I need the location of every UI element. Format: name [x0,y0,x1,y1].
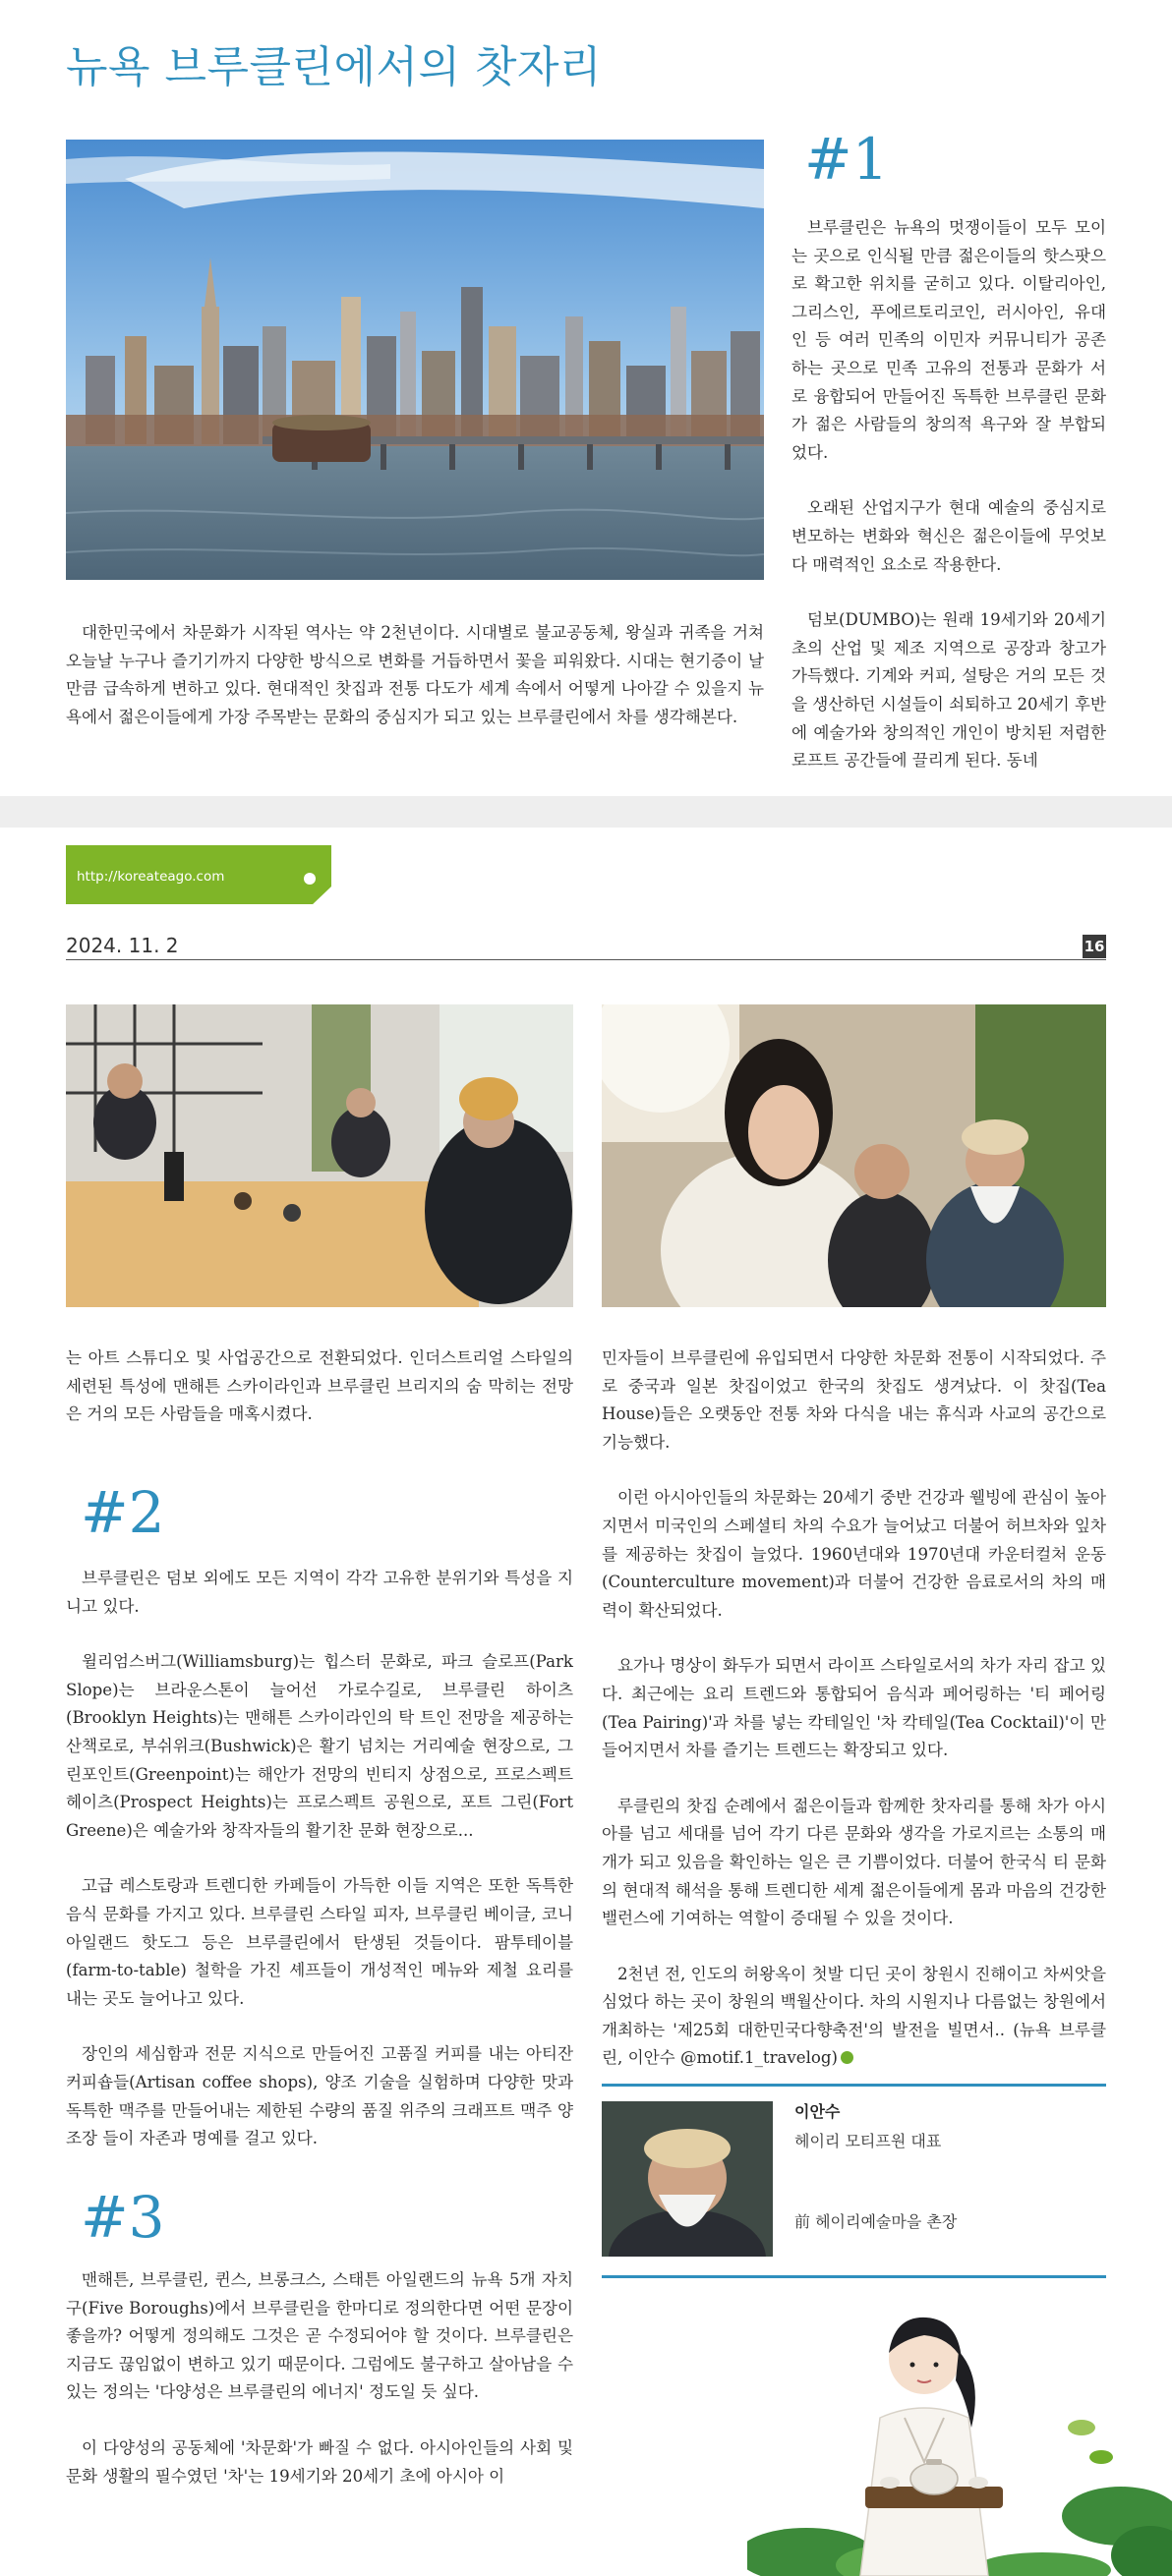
group-selfie-photo [602,1004,1106,1307]
section-2-number: #2 [81,1479,165,1546]
issue-date: 2024. 11. 2 [66,934,179,957]
tea-house-photo [66,1004,573,1307]
author-photo [602,2101,773,2257]
section-2-text [66,1565,573,2153]
article-title: 뉴욕 브루클린에서의 찻자리 [66,42,603,92]
paragraph: 오래된 산업지구가 현대 예술의 중심지로 변모하는 변화와 혁신은 젊은이들에 무엇보다 매력적인 요소로 작용한다. [791,498,1106,574]
paragraph: 민자들이 브루클린에 유입되면서 다양한 차문화 전통이 시작되었다. 주로 중국과 일본 찻집이었고 한국의 찻집도 생겨났다. 이 찻집(Tea House)들은 오랫동안 전통 차와 다식을 내는 휴식과 사교의 공간으로 기능했다. [602,1348,1106,1452]
author-name: 이안수 [794,2102,841,2121]
author-role: 헤이리 모티프원 대표 [794,2132,942,2150]
paragraph: 장인의 세심함과 전문 지식으로 만들어진 고품질 커피를 내는 아티잔 커피숍들(Artisan coffee shops), 양조 기술을 실험하며 다양한 맛과 독특한 맥주를 만들어내는 제한된 수량의 품질 위주의 크래프트 맥주 양조장 들이 자존과 명예를 걸고 있다. [66,2044,573,2148]
paragraph: 덤보(DUMBO)는 원래 19세기와 20세기 초의 산업 및 제조 지역으로 공장과 창고가 가득했다. 기계와 커피, 설탕은 거의 모든 것을 생산하던 시설들이 쇠퇴하고 20세기 후반에 예술가와 창의적인 개인이 방치된 저렴한 로프트 공간들에 끌리게 된다. 동네 [791,610,1106,771]
header-rule [66,959,1106,960]
right-column-text [602,1345,1106,2073]
section-3-text [66,2266,573,2490]
paragraph: 브루클린은 덤보 외에도 모든 지역이 각각 고유한 분위기와 특성을 지니고 있다. [66,1569,573,1616]
intro-text: 대한민국에서 차문화가 시작된 역사는 약 2천년이다. 시대별로 불교공동체, 왕실과 귀족을 거쳐 오늘날 누구나 즐기기까지 다양한 방식으로 변화를 거듭하면서 꽃을 피워왔다. 시대는 현기증이 날 만큼 급속하게 변하고 있다. 현대적인 찻집과 전통 다도가 세계 속에서 어떻게 나아갈 수 있을지 뉴욕에서 젊은이들에게 가장 주목받는 문화의 중심지가 되고 있는 브루클린에서 차를 생각해본다. [66,623,764,726]
paragraph: 고급 레스토랑과 트렌디한 카페들이 가득한 이들 지역은 또한 독특한 음식 문화를 가지고 있다. 브루클린 스타일 피자, 브루클린 베이글, 코니아일랜드 핫도그 등은 브루클린에서 탄생된 것들이다. 팜투테이블(farm-to-table) 철학을 가진 셰프들이 개성적인 메뉴와 제철 요리를 내는 곳도 늘어나고 있다. [66,1876,573,2008]
section-1-text [791,214,1106,775]
paragraph: 요가나 명상이 화두가 되면서 라이프 스타일로서의 차가 자리 잡고 있다. 최근에는 요리 트렌드와 통합되어 음식과 페어링하는 '티 페어링(Tea Pairing)'과 차를 넣는 칵테일인 '차 칵테일(Tea Cocktail)'이 만들어지면서 차를 즐기는 트렌드는 확장되고 있다. [602,1656,1106,1760]
intro-paragraph [66,619,764,731]
paragraph: 이 다양성의 공동체에 '차문화'가 빠질 수 없다. 아시아인들의 사회 및 문화 생활의 필수였던 '차'는 19세기와 20세기 초에 아시아 이 [66,2437,573,2486]
url-dot-icon [304,873,316,885]
paragraph: 브루클린은 뉴욕의 멋쟁이들이 모두 모이는 곳으로 인식될 만큼 젊은이들의 핫스팟으로 확고한 위치를 굳히고 있다. 이탈리아인, 그리스인, 푸에르토리코인, 러시아인, 유대인 등 여러 민족의 이민자 커뮤니티가 공존하는 곳으로 민족 고유의 전통과 문화가 서로 융합되어 만들어진 독특한 브루클린 문화가 젊은 사람들의 창의적 욕구와 잘 부합되었다. [791,218,1106,462]
site-url[interactable]: http://koreateago.com [77,869,225,885]
left-column-text [66,1345,573,1429]
paragraph: 윌리엄스버그(Williamsburg)는 힙스터 문화로, 파크 슬로프(Park Slope)는 브라운스톤이 늘어선 가로수길로, 브루클린 하이츠(Brooklyn Heights)는 맨해튼 스카이라인의 탁 트인 전망을 제공하는 산책로로, 부쉬위크(Bushwick)은 활기 넘치는 거리예술 현장으로, 그린포인트(Greenpoint)는 해안가 전망의 빈티지 상점으로, 프로스펙트 헤이츠(Prospect Heights)는 프로스펙트 공원으로, 포트 그린(Fort Greene)은 예술가와 창작자들의 활기찬 문화 현장으로... [66,1652,573,1840]
closing-text: 2천년 전, 인도의 허왕옥이 첫발 디딘 곳이 창원시 진해이고 차씨앗을 심었다 하는 곳이 창원의 백월산이다. 차의 시원지나 다름없는 창원에서 개최하는 '제25회 대한민국다향축전'의 발전을 빌면서.. (뉴욕 브루클린, 이안수 @motif.1_travelog) [602,1964,1106,2068]
section-1-number: #1 [804,126,889,193]
paragraph: 루클린의 찻집 순례에서 젊은이들과 함께한 찻자리를 통해 차가 아시아를 넘고 세대를 넘어 각기 다른 문화와 생각을 가로지르는 소통의 매개가 되고 있음을 확인하는 일은 큰 기쁨이었다. 더불어 한국식 티 문화의 현대적 해석을 통해 트렌디한 세계 젊은이들에게 몸과 마음의 건강한 밸런스에 기여하는 역할이 증대될 수 있을 것이다. [602,1796,1106,1928]
author-previous-role: 前 헤이리예술마을 촌장 [794,2212,958,2231]
skyline-photo [66,140,764,580]
page-separator [0,796,1172,828]
author-box-bottom-rule [602,2275,1106,2278]
page-number: 16 [1083,935,1106,958]
section-3-number: #3 [81,2184,165,2251]
end-mark-icon [841,2051,853,2064]
paragraph: 이런 아시아인들의 차문화는 20세기 중반 건강과 웰빙에 관심이 높아지면서 미국인의 스페셜티 차의 수요가 늘어났고 더불어 허브차와 잎차를 제공하는 찻집이 늘었다. 1960년대와 1970년대 카운터컬처 운동(Counterculture movement)과 더불어 건강한 음료로서의 차의 매력이 확산되었다. [602,1488,1106,1620]
paragraph: 는 아트 스튜디오 및 사업공간으로 전환되었다. 인더스트리얼 스타일의 세련된 특성에 맨해튼 스카이라인과 브루클린 브리지의 숨 막히는 전망은 거의 모든 사람들을 매혹시켰다. [66,1348,573,1424]
paragraph: 맨해튼, 브루클린, 퀸스, 브롱크스, 스태튼 아일랜드의 뉴욕 5개 자치구(Five Boroughs)에서 브루클린을 한마디로 정의한다면 어떤 문장이 좋을까? 어떻게 정의해도 그것은 곧 수정되어야 할 것이다. 브루클린은 지금도 끊임없이 변하고 있기 때문이다. 그럼에도 불구하고 살아남을 수 있는 정의는 '다양성은 브루클린의 에너지' 정도일 듯 싶다. [66,2270,573,2402]
paragraph [602,1961,1106,2073]
author-box-top-rule [602,2084,1106,2087]
tea-girl-illustration [747,2290,1172,2576]
